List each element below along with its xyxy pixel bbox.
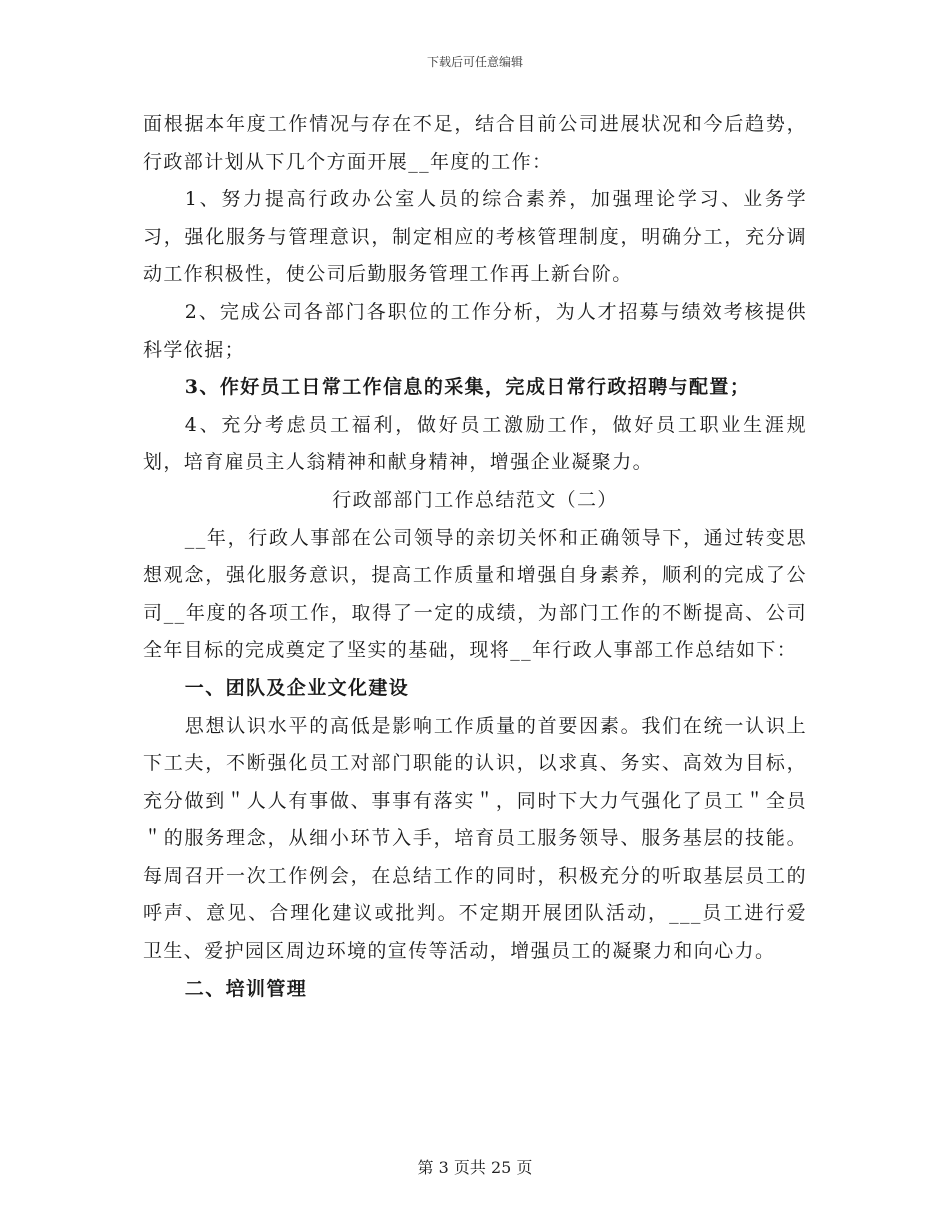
list-item-3: 3、作好员工日常工作信息的采集，完成日常行政招聘与配置； [184,376,751,399]
heading-team-culture: 一、团队及企业文化建设 [184,676,410,699]
paragraph-intro: 面根据本年度工作情况与存在不足，结合目前公司进展状况和今后趋势，行政部计划从下几个方面开展__年度的工作： [143,113,807,173]
document-body [143,106,807,1008]
paragraph-team-culture: 思想认识水平的高低是影响工作质量的首要因素。我们在统一认识上下工夫，不断强化员工对部门职能的认识，以求真、务实、高效为目标，充分做到＂人人有事做、事事有落实＂，同时下大力气强化了员工＂全员＂的服务理念，从细小环节入手，培育员工服务领导、服务基层的技能。每周召开一次工作例会，在总结工作的同时，积极充分的听取基层员工的呼声、意见、合理化建议或批判。不定期开展团队活动，___员工进行爱卫生、爱护园区周边环境的宣传等活动，增强员工的凝聚力和向心力。 [143,714,807,963]
page-header: 下载后可任意编辑 [426,55,523,69]
paragraph-summary: __年，行政人事部在公司领导的亲切关怀和正确领导下，通过转变思想观念，强化服务意识，提高工作质量和增强自身素养，顺利的完成了公司__年度的各项工作，取得了一定的成绩，为部门工作的不断提高、公司全年目标的完成奠定了坚实的基础，现将__年行政人事部工作总结如下： [143,526,807,662]
section-title: 行政部部门工作总结范文（二） [332,488,618,511]
list-item-2: 2、完成公司各部门各职位的工作分析，为人才招募与绩效考核提供科学依据； [143,300,807,361]
heading-training: 二、培训管理 [184,977,308,1000]
page-footer: 第 3 页共 25 页 [417,1158,533,1177]
list-item-4: 4、充分考虑员工福利，做好员工激励工作，做好员工职业生涯规划，培育雇员主人翁精神和献身精神，增强企业凝聚力。 [143,413,807,474]
list-item-1: 1、努力提高行政办公室人员的综合素养，加强理论学习、业务学习，强化服务与管理意识，制定相应的考核管理制度，明确分工，充分调动工作积极性，使公司后勤服务管理工作再上新台阶。 [143,188,807,286]
